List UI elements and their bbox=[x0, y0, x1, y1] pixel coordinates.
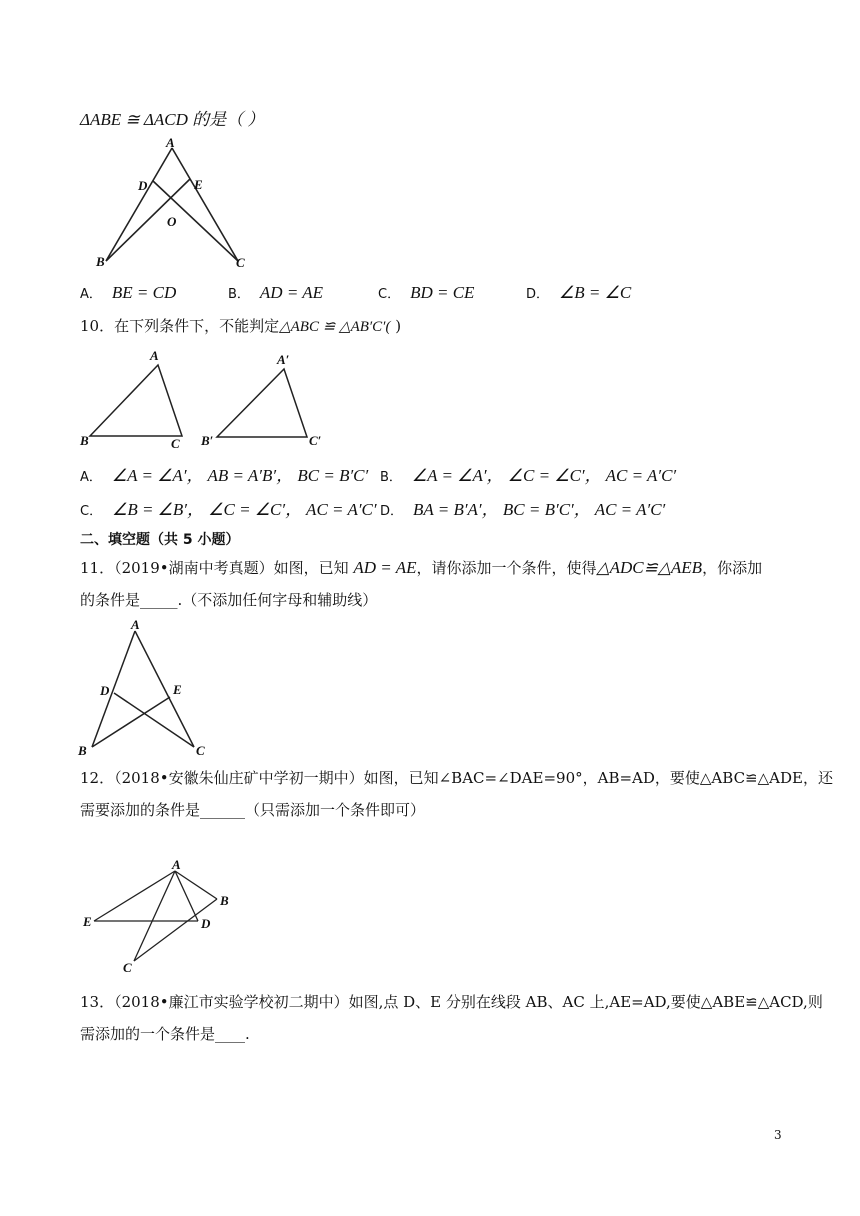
q11-label-c: C bbox=[196, 743, 205, 758]
q12-label-d: D bbox=[201, 916, 211, 931]
q13-line1: 13．（2018•廉江市实验学校初二期中）如图,点 D、E 分别在线段 AB、AC 上,AE=AD,要使△ABE≌△ACD,则 bbox=[80, 993, 823, 1011]
q10-option-d: D． BA = B′A′， BC = B′C′， AC = A′C′ bbox=[380, 500, 666, 519]
q12-line-ea bbox=[94, 871, 175, 921]
q11-line1: 11．（2019•湖南中考真题）如图，已知 AD = AE，请你添加一个条件，使得△ADC≌△AEB，你添加 bbox=[80, 558, 763, 577]
q9-figure bbox=[80, 135, 260, 275]
q9-label-o: O bbox=[167, 214, 177, 229]
q12-label-b: B bbox=[220, 893, 229, 908]
q10-figure bbox=[80, 346, 340, 456]
q12-line2: 需要添加的条件是______（只需添加一个条件即可） bbox=[80, 801, 426, 819]
q9-option-d: D． ∠B = ∠C bbox=[526, 283, 632, 302]
q9-line-cd bbox=[153, 181, 238, 261]
section-title: 二、填空题（共 5 小题） bbox=[80, 532, 240, 548]
q9-label-a: A bbox=[166, 135, 175, 150]
q13-line2: 需添加的一个条件是____. bbox=[80, 1025, 250, 1043]
q10-option-c: C． ∠B = ∠B′， ∠C = ∠C′， AC = A′C′ bbox=[80, 500, 377, 519]
q9-label-c: C bbox=[236, 255, 245, 270]
q9-label-b: B bbox=[96, 254, 105, 269]
q11-figure bbox=[76, 615, 216, 763]
q11-line2: 的条件是_____.（不添加任何字母和辅助线） bbox=[80, 591, 378, 609]
q9-option-b: B． AD = AE bbox=[228, 283, 324, 302]
q10-label-a: A bbox=[150, 348, 159, 363]
q9-option-a: A． BE = CD bbox=[80, 283, 177, 302]
q11-line-ab bbox=[92, 631, 135, 747]
q12-label-e: E bbox=[83, 914, 92, 929]
q10-triangle-abc-prime bbox=[217, 369, 307, 437]
q12-line-ac bbox=[134, 871, 175, 961]
q9-label-e: E bbox=[194, 177, 203, 192]
q12-label-a: A bbox=[172, 857, 181, 872]
q10-label-c-prime: C′ bbox=[309, 433, 322, 448]
q9-stem: ΔABE ≅ ΔACD 的是（ ） bbox=[80, 110, 265, 129]
q9-line-be bbox=[106, 179, 190, 261]
q10-option-a: A． ∠A = ∠A′， AB = A′B′， BC = B′C′ bbox=[80, 466, 369, 485]
q10-label-b: B bbox=[80, 433, 89, 448]
q11-label-d: D bbox=[100, 683, 110, 698]
q10-option-b: B． ∠A = ∠A′， ∠C = ∠C′， AC = A′C′ bbox=[380, 466, 677, 485]
q9-label-d: D bbox=[138, 178, 148, 193]
q11-line-ac bbox=[135, 631, 194, 747]
q11-line-cd bbox=[114, 693, 194, 747]
q10-triangle-abc bbox=[90, 365, 182, 436]
q10-stem: 10．在下列条件下，不能判定△ABC ≌ △AB′C′( ) bbox=[80, 317, 402, 335]
q12-line1: 12．（2018•安徽朱仙庄矿中学初一期中）如图，已知∠BAC=∠DAE=90°，AB=AD，要使△ABC≌△ADE，还 bbox=[80, 769, 833, 787]
q9-option-c: C． BD = CE bbox=[378, 283, 475, 302]
q11-label-a: A bbox=[131, 617, 140, 632]
q10-label-a-prime: A′ bbox=[277, 352, 290, 367]
q11-label-e: E bbox=[173, 682, 182, 697]
q9-line-ac bbox=[172, 148, 238, 261]
q12-label-c: C bbox=[123, 960, 132, 975]
q11-label-b: B bbox=[78, 743, 87, 758]
q12-figure bbox=[80, 858, 240, 978]
page-number: 3 bbox=[774, 1128, 782, 1142]
q10-label-b-prime: B′ bbox=[201, 433, 214, 448]
q9-line-ab bbox=[106, 148, 172, 261]
q10-label-c: C bbox=[171, 436, 180, 451]
